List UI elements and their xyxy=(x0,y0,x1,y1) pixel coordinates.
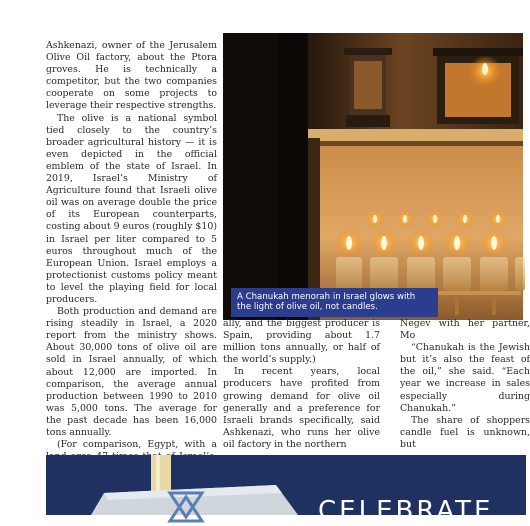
ad-headline: CELEBRATE xyxy=(318,496,494,526)
menorah-photo-illustration xyxy=(223,33,523,320)
article-column-1 xyxy=(46,40,217,500)
paragraph: “Chanukah is the Jewish but it’s also the feast of the oil,” she said. “Each year we increase in sales especially during Chanukah.” xyxy=(400,342,530,414)
menorah-photo xyxy=(223,33,523,320)
advertisement-banner xyxy=(46,455,526,526)
paragraph: In recent years, local producers have profited from growing demand for olive oil generally and a preference for Israeli brands specifically, said Ashkenazi, who runs her olive oil factory in the northern xyxy=(223,366,380,450)
paragraph: (For comparison, Egypt, with a xyxy=(57,439,217,451)
article-column-2 xyxy=(223,318,380,451)
paragraph: Negev with her partner, Mo xyxy=(400,318,530,342)
paragraph: The olive is a national symbol tied closely to the country’s broader agricultural history — it is even depicted in the official emblem of the state of Israel. In 2019, Israel’s Ministry of Agriculture found that Israeli olive oil was on average double the price of its European counterparts, costing about 9 euros (roughly $10) in Israel per liter compared to 5 euros throughout much of the European Union. Israel employs a protectionist customs policy meant to level the playing field for local producers. xyxy=(46,112,217,305)
photo-caption: A Chanukah menorah in Israel glows with the light of olive oil, not candles. xyxy=(231,288,438,317)
paragraph: Ashkenazi, owner of the Jerusalem Olive Oil factory, about the Ptora groves. He is technically a competitor, but the two companies cooperate on some projects to leverage their respective strengths. xyxy=(46,40,217,112)
paragraph: ally, and the biggest producer is Spain, providing about 1.7 million tons annually, or half of the world’s supply.) xyxy=(223,318,380,366)
article-column-3 xyxy=(400,318,530,451)
paragraph: The share of shoppers candle fuel is unknown, but xyxy=(400,414,530,450)
paragraph: Both production and demand are rising steadily in Israel, a 2020 report from the ministry shows. About 30,000 tons of olive oil are sold in Israel annually, of which about 12,000 are imported. In comparison, the average annual production between 1990 to 2010 was 5,000 tons. The average for the past decade has been 16,000 tons annually. xyxy=(46,306,217,438)
